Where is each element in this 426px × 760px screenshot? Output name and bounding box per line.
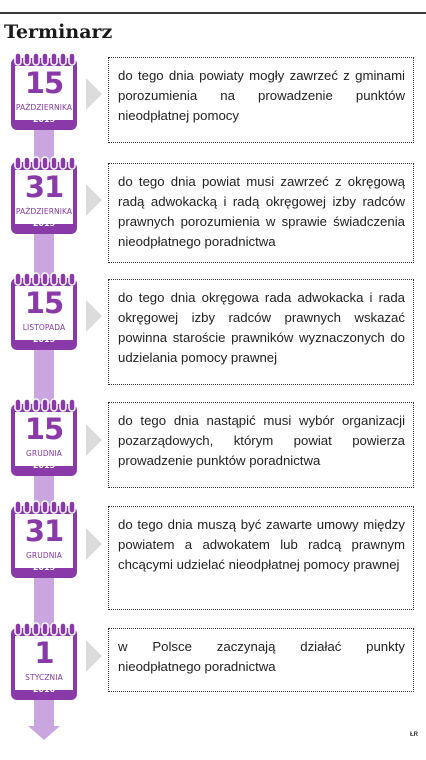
calendar-day: 15 [24,286,64,320]
entry-text: w Polsce zaczynają działać punkty nieodpłatnego poradnictwa [108,628,414,692]
calendar-day: 1 [34,636,54,670]
credit-label: ŁR [410,732,418,738]
calendar-icon [5,500,83,582]
entry-text: do tego dnia powiat musi zawrzeć z okręgową radą adwokacką i radą okręgowej izby radców prawnych porozumienia w sprawie świadczenia nieodpłatnego poradnictwa [108,163,414,263]
pointer-arrow-icon [86,528,102,560]
calendar-year: 2016 [32,685,56,694]
calendar-month: PAŹDZIERNIKA [15,207,73,216]
calendar-day: 15 [24,66,64,100]
entry-text: do tego dnia muszą być zawarte umowy między powiatem a adwokatem lub radcą prawnym chcącymi udzielać nieodpłatnej pomocy prawnej [108,506,414,610]
calendar-day: 31 [24,170,64,204]
calendar-month: STYCZNIA [25,673,63,682]
pointer-arrow-icon [86,300,102,332]
calendar-month: GRUDNIA [26,449,62,458]
calendar-year: 2015 [32,461,56,470]
entry-text: do tego dnia okręgowa rada adwokacka i rada okręgowej izby radców prawnych wskazać powinna staroście prawników wyznaczonych do udzielania pomocy prawnej [108,279,414,385]
timeline-arrow-icon [28,726,60,740]
calendar-month: GRUDNIA [26,551,62,560]
calendar-icon [5,622,83,704]
calendar-year: 2015 [32,335,56,344]
calendar-year: 2015 [32,219,56,228]
top-rule [0,12,426,14]
calendar-icon [5,52,83,134]
calendar-year: 2015 [32,115,56,124]
entry-text: do tego dnia nastąpić musi wybór organizacji pozarządowych, którym powiat powierza prowadzenie punktów poradnictwa [108,402,414,488]
calendar-year: 2015 [32,563,56,572]
calendar-icon [5,156,83,238]
pointer-arrow-icon [86,424,102,456]
calendar-day: 31 [24,514,64,548]
calendar-day: 15 [24,412,64,446]
calendar-month: PAŹDZIERNIKA [15,103,73,112]
pointer-arrow-icon [86,78,102,110]
entry-text: do tego dnia powiaty mogły zawrzeć z gminami porozumienia na prowadzenie punktów nieodpłatnej pomocy [108,57,414,143]
pointer-arrow-icon [86,184,102,216]
calendar-icon [5,398,83,480]
page-title: Terminarz [4,21,113,43]
pointer-arrow-icon [86,640,102,672]
calendar-month: LISTOPADA [22,323,66,332]
calendar-icon [5,272,83,354]
